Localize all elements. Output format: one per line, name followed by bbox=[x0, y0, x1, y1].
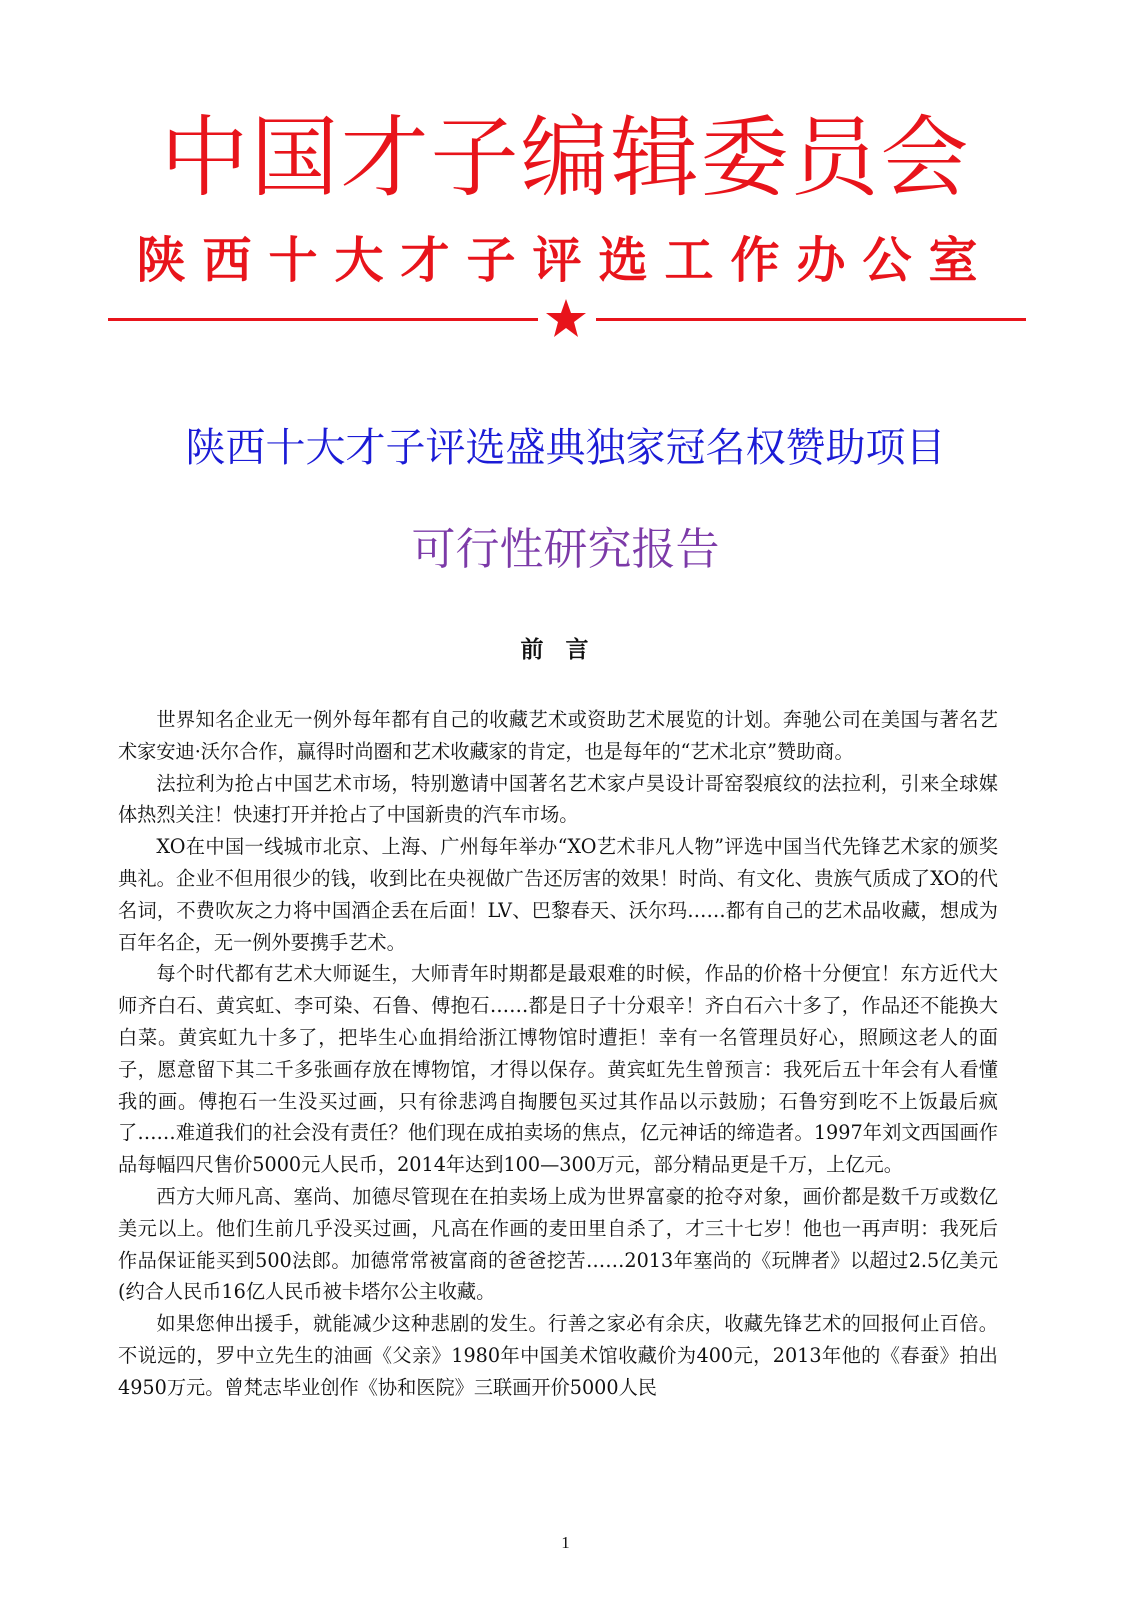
office-subtitle: 陕西十大才子评选工作办公室 bbox=[136, 232, 995, 289]
paragraph: 如果您伸出援手，就能减少这种悲剧的发生。行善之家必有余庆，收藏先锋艺术的回报何止百倍。不说远的，罗中立先生的油画《父亲》1980年中国美术馆收藏价为400元，2013年他的《春蚕》拍出4950万元。曾梵志毕业创作《协和医院》三联画开价5000人民 bbox=[118, 1312, 998, 1399]
organization-title: 中国才子编辑委员会 bbox=[160, 106, 971, 209]
red-star-icon bbox=[544, 297, 588, 341]
paragraph: 西方大师凡高、塞尚、加德尽管现在在拍卖场上成为世界富豪的抢夺对象，画价都是数千万或数亿美元以上。他们生前几乎没买过画，凡高在作画的麦田里自杀了，才三十七岁！他也一再声明：我死后作品保证能买到500法郎。加德常常被富商的爸爸挖苦……2013年塞尚的《玩牌者》以超过2.5亿美元(约合人民币16亿人民币被卡塔尔公主收藏。 bbox=[118, 1184, 998, 1304]
paragraph: 世界知名企业无一例外每年都有自己的收藏艺术或资助艺术展览的计划。奔驰公司在美国与著名艺术家安迪·沃尔合作，赢得时尚圈和艺术收藏家的肯定，也是每年的“艺术北京”赞助商。 bbox=[118, 708, 998, 763]
paragraph: 每个时代都有艺术大师诞生，大师青年时期都是最艰难的时候，作品的价格十分便宜！东方近代大师齐白石、黄宾虹、李可染、石鲁、傅抱石……都是日子十分艰辛！齐白石六十多了，作品还不能换大白菜。黄宾虹九十多了，把毕生心血捐给浙江博物馆时遭拒！幸有一名管理员好心，照顾这老人的面子，愿意留下其二千多张画存放在博物馆，才得以保存。黄宾虹先生曾预言：我死后五十年会有人看懂我的画。傅抱石一生没买过画，只有徐悲鸿自掏腰包买过其作品以示鼓励；石鲁穷到吃不上饭最后疯了……难道我们的社会没有责任？他们现在成拍卖场的焦点，亿元神话的缔造者。1997年刘文西国画作品每幅四尺售价5000元人民币，2014年达到100—300万元，部分精品更是千万，上亿元。 bbox=[118, 962, 998, 1177]
body-text bbox=[118, 704, 998, 1404]
section-heading-preface: 前言 bbox=[520, 637, 611, 663]
document-title: 陕西十大才子评选盛典独家冠名权赞助项目 bbox=[185, 425, 946, 471]
letterhead-rule-left bbox=[108, 318, 538, 321]
page-number: 1 bbox=[561, 1533, 570, 1552]
paragraph: XO在中国一线城市北京、上海、广州每年举办“XO艺术非凡人物”评选中国当代先锋艺术家的颁奖典礼。企业不但用很少的钱，收到比在央视做广告还厉害的效果！时尚、有文化、贵族气质成了XO的代名词，不费吹灰之力将中国酒企丢在后面！LV、巴黎春天、沃尔玛……都有自己的艺术品收藏，想成为百年名企，无一例外要携手艺术。 bbox=[118, 835, 998, 954]
star-shape bbox=[546, 299, 586, 337]
paragraph: 法拉利为抢占中国艺术市场，特别邀请中国著名艺术家卢昊设计哥窑裂痕纹的法拉利，引来全球媒体热烈关注！快速打开并抢占了中国新贵的汽车市场。 bbox=[118, 771, 998, 827]
letterhead-rule-right bbox=[596, 318, 1026, 321]
document-subtitle: 可行性研究报告 bbox=[411, 524, 720, 575]
